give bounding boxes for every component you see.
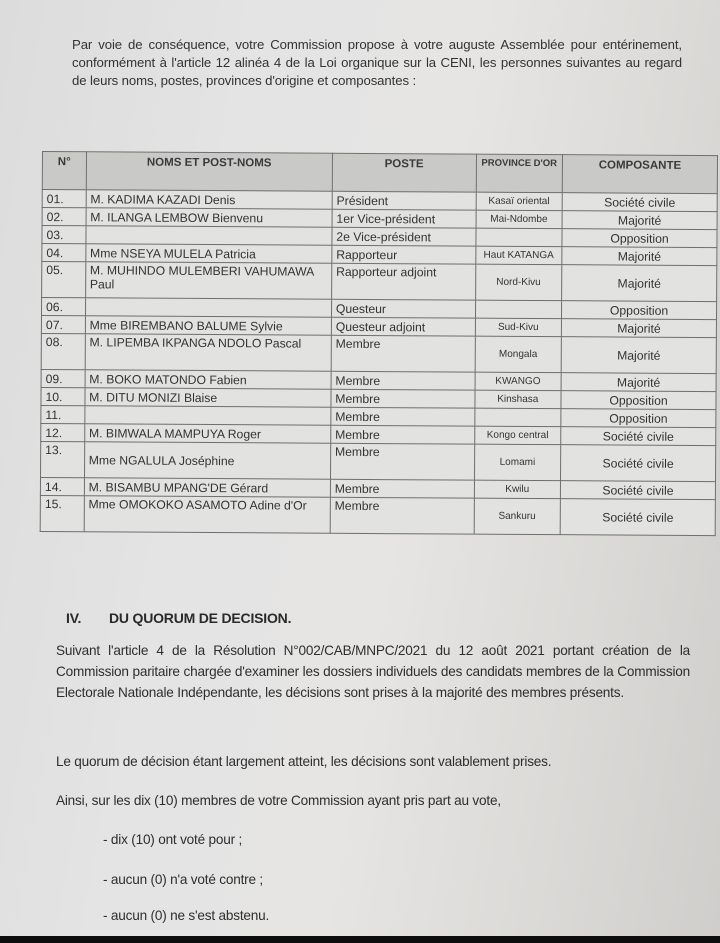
cell-composante: Majorité xyxy=(562,247,717,266)
cell-province: Kwilu xyxy=(474,480,561,499)
cell-poste: Membre xyxy=(330,443,474,480)
section-title-text: DU QUORUM DE DECISION. xyxy=(109,610,292,626)
cell-poste: Membre xyxy=(331,371,475,390)
table-body xyxy=(40,190,717,536)
cell-name: M. ILANGA LEMBOW Bienvenu xyxy=(86,208,332,228)
cell-num: 05. xyxy=(42,262,86,298)
table-row xyxy=(41,333,716,373)
header-province: PROVINCE D'OR xyxy=(476,154,563,193)
section-number: IV. xyxy=(66,610,82,626)
cell-num: 14. xyxy=(40,477,84,495)
cell-province: Mongala xyxy=(475,336,562,373)
cell-num: 15. xyxy=(40,495,84,531)
cell-province: KWANGO xyxy=(475,372,562,391)
cell-name: Mme BIREMBANO BALUME Sylvie xyxy=(85,316,331,336)
cell-poste: Membre xyxy=(331,335,475,372)
cell-name xyxy=(85,406,331,426)
cell-composante: Majorité xyxy=(561,337,716,374)
header-composante: COMPOSANTE xyxy=(562,155,717,194)
cell-num: 11. xyxy=(41,405,85,423)
header-poste: POSTE xyxy=(332,153,476,192)
cell-num: 12. xyxy=(41,423,85,441)
cell-poste: Membre xyxy=(330,479,474,498)
intro-paragraph xyxy=(72,36,682,90)
cell-composante: Société civile xyxy=(561,445,716,482)
cell-num: 10. xyxy=(41,387,85,405)
cell-name xyxy=(86,226,332,246)
vote-for-item: - dix (10) ont voté pour ; xyxy=(103,832,243,847)
cell-name: M. BOKO MATONDO Fabien xyxy=(85,370,331,390)
cell-num: 07. xyxy=(41,316,85,334)
cell-num: 03. xyxy=(42,226,86,244)
cell-name: M. BIMWALA MAMPUYA Roger xyxy=(84,424,330,444)
cell-composante: Opposition xyxy=(561,409,716,428)
cell-poste: Membre xyxy=(330,497,474,534)
cell-composante: Société civile xyxy=(561,427,716,446)
cell-province: Mai-Ndombe xyxy=(476,210,563,229)
cell-composante: Société civile xyxy=(560,499,715,536)
header-name: NOMS ET POST-NOMS xyxy=(86,152,332,192)
vote-against-item: - aucun (0) n'a voté contre ; xyxy=(103,872,264,887)
cell-province: Kasaï oriental xyxy=(476,192,563,211)
cell-poste: Membre xyxy=(331,389,475,408)
cell-num: 06. xyxy=(41,298,85,316)
cell-province: Sankuru xyxy=(474,498,561,535)
cell-name: M. BISAMBU MPANG'DE Gérard xyxy=(84,478,330,498)
cell-name: Mme NSEYA MULELA Patricia xyxy=(86,244,332,264)
vote-abstain-item: - aucun (0) ne s'est abstenu. xyxy=(103,908,270,923)
vote-intro: Ainsi, sur les dix (10) membres de votre Commission ayant pris part au vote, xyxy=(56,793,501,808)
cell-name: Mme NGALULA Joséphine xyxy=(84,442,330,480)
cell-province: Kongo central xyxy=(474,426,561,445)
cell-num: 02. xyxy=(42,208,86,226)
cell-province: Kinshasa xyxy=(474,390,561,409)
bottom-edge-bar xyxy=(0,936,720,943)
cell-composante: Majorité xyxy=(562,211,717,230)
intro-text: Par voie de conséquence, votre Commission propose à votre auguste Assemblée pour entérinement, conformément à l'article 12 alinéa 4 de la Loi organique sur la CENI, les personnes suivantes au regard de leurs noms, postes, provinces d'origine et composantes : xyxy=(72,37,682,88)
cell-poste: Président xyxy=(332,191,476,210)
cell-province: Sud-Kivu xyxy=(475,318,562,337)
cell-poste: Membre xyxy=(331,407,475,426)
cell-province: Haut KATANGA xyxy=(475,246,562,265)
cell-name: Mme OMOKOKO ASAMOTO Adine d'Or xyxy=(84,496,330,534)
cell-province xyxy=(475,228,562,247)
cell-name: M. DITU MONIZI Blaise xyxy=(85,388,331,408)
cell-name xyxy=(85,298,331,318)
header-num: N° xyxy=(42,152,86,190)
cell-num: 04. xyxy=(42,244,86,262)
cell-composante: Majorité xyxy=(561,319,716,338)
cell-poste: Membre xyxy=(331,425,475,444)
cell-num: 09. xyxy=(41,369,85,387)
cell-name: M. MUHINDO MULEMBERI VAHUMAWA Paul xyxy=(85,262,331,300)
cell-num: 13. xyxy=(41,441,85,477)
members-table xyxy=(40,151,718,536)
cell-composante: Opposition xyxy=(562,301,717,320)
table-row xyxy=(40,495,715,535)
cell-composante: Majorité xyxy=(561,373,716,392)
cell-composante: Opposition xyxy=(562,229,717,248)
quorum-paragraph: Suivant l'article 4 de la Résolution N°002/CAB/MNPC/2021 du 12 août 2021 portant création de la Commission paritaire chargée d'examiner les dossiers individuels des candidats membres de la Commission Electorale Nationale Indépendante, les décisions sont prises à la majorité des membres présents. xyxy=(56,643,690,700)
cell-poste: 1er Vice-président xyxy=(332,209,476,228)
cell-name: M. KADIMA KAZADI Denis xyxy=(86,190,332,210)
quorum-statement: Le quorum de décision étant largement atteint, les décisions sont valablement prises. xyxy=(56,754,552,769)
cell-province xyxy=(474,408,561,427)
cell-composante: Société civile xyxy=(560,481,715,500)
cell-num: 01. xyxy=(42,190,86,208)
cell-composante: Société civile xyxy=(562,193,717,212)
cell-province: Nord-Kivu xyxy=(475,264,562,301)
table-row xyxy=(42,262,717,302)
cell-poste: Questeur adjoint xyxy=(331,317,475,336)
cell-name: M. LIPEMBA IKPANGA NDOLO Pascal xyxy=(85,334,331,372)
section-heading xyxy=(66,610,291,626)
cell-province: Lomami xyxy=(474,444,561,481)
cell-poste: Rapporteur adjoint xyxy=(331,263,475,300)
cell-poste: 2e Vice-président xyxy=(332,227,476,246)
table-header-row xyxy=(42,152,717,194)
cell-province xyxy=(475,300,562,319)
cell-composante: Opposition xyxy=(561,391,716,410)
cell-poste: Rapporteur xyxy=(332,245,476,264)
cell-composante: Majorité xyxy=(562,265,717,302)
table-row xyxy=(41,441,716,481)
cell-poste: Questeur xyxy=(331,299,475,318)
cell-num: 08. xyxy=(41,333,85,369)
